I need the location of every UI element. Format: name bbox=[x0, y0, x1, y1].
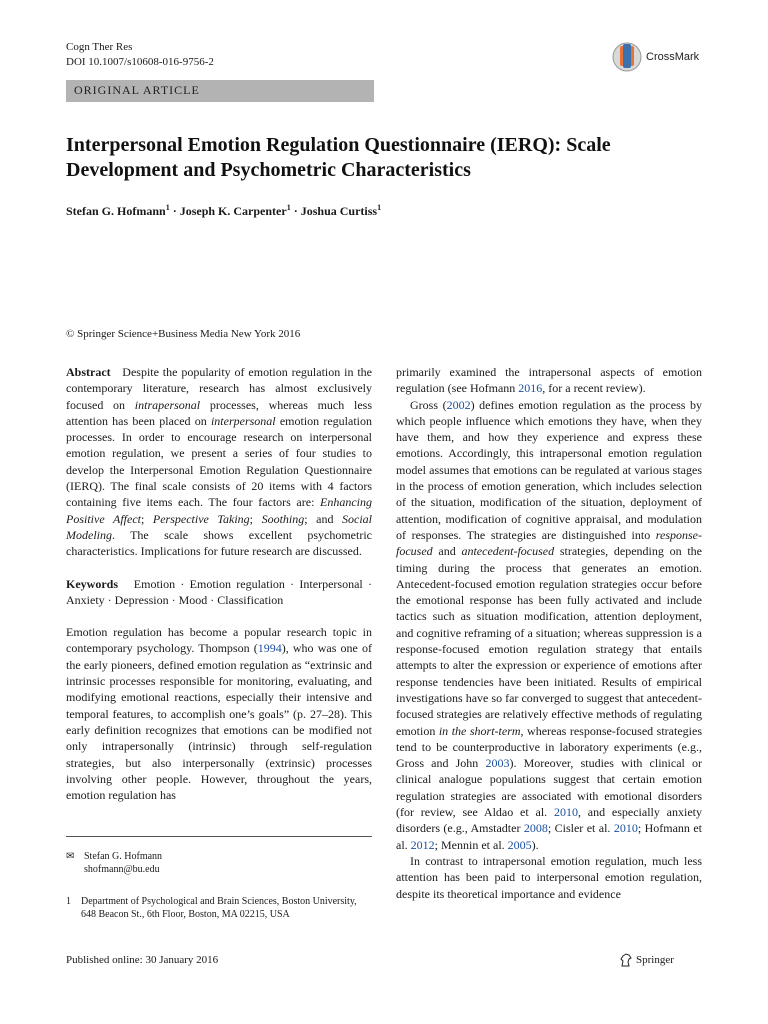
author-separator: · bbox=[290, 204, 301, 218]
copyright-notice: © Springer Science+Business Media New York 2016 bbox=[66, 328, 301, 340]
author-affil-mark: 1 bbox=[286, 203, 291, 212]
crossmark-icon bbox=[612, 40, 642, 74]
affiliation-text: Department of Psychological and Brain Sciences, Boston University, 648 Beacon St., 6th Floor, Boston, MA 02215, USA bbox=[81, 895, 357, 920]
author-name[interactable]: Joseph K. Carpenter bbox=[179, 204, 287, 218]
crossmark-label: CrossMark bbox=[646, 51, 700, 63]
contact-name: Stefan G. Hofmann bbox=[84, 851, 163, 862]
citation-link[interactable]: 2005 bbox=[507, 837, 532, 852]
author-affil-mark: 1 bbox=[377, 203, 382, 212]
envelope-icon: ✉ bbox=[66, 851, 75, 862]
author-list bbox=[66, 203, 381, 219]
citation-link[interactable]: 1994 bbox=[257, 641, 282, 656]
author-affil-mark: 1 bbox=[165, 203, 170, 212]
contact-email[interactable]: shofmann@bu.edu bbox=[84, 864, 160, 876]
abstract: Abstract Despite the popularity of emotion regulation in the contemporary literature, research has almost exclusively focused on intrapersonal processes, whereas much less attention has been placed on interpersonal emotion regulation processes. In order to encourage research on interpersonal emotion regulation, we present a series of four studies to develop the Interpersonal Emotion Regulation Questionnaire (IERQ). The final scale consists of 20 items with 4 factors containing five items each. The four factors are: Enhancing Positive Affect; Perspective Taking; Soothing; and Social Modeling. The scale shows excellent psychometric characteristics. Implications for future research are discussed. bbox=[66, 365, 373, 559]
citation-link[interactable]: 2010 bbox=[553, 805, 578, 820]
citation-link[interactable]: 2002 bbox=[446, 397, 471, 412]
author-separator: · bbox=[169, 204, 180, 218]
springer-logo bbox=[620, 953, 674, 967]
keywords-text: Emotion · Emotion regulation · Interpersonal · Anxiety · Depression · Mood · Classification bbox=[66, 576, 372, 607]
crossmark-badge[interactable] bbox=[612, 40, 699, 74]
body-paragraph: Gross (2002) defines emotion regulation as the process by which people influence which emotions they have, when they have them, and how they experience and express these emotions. Accordingly, this intrapersonal emotion regulation model assumes that emotions can be regulated at various stages in the process of emotion generation, which includes selection of the situation, modification of the situation, deployment of attention, modification of cognitive appraisal, and modulation of responses. The strategies are distinguished into response-focused and antecedent-focused strategies, depending on the timing during the process that generates an emotion. Antecedent-focused emotion regulation strategies occur before the emotional response has been fully activated and include tactics such as situation modification, attention deployment, and cognitive reframing of a situation; whereas suppression is a response-focused emotion regulation strategy that entails attempts to alter the expression or experience of emotions after response tendencies have been initiated. Results of empirical investigations have so far converged to suggest that antecedent-focused strategies are relatively effective methods of regulating emotion in the short-term, whereas response-focused strategies tend to be counterproductive in laboratory experiments (e.g., Gross and John 2003). Moreover, studies with clinical or clinical analogue populations suggest that certain emotion regulation strategies are associated with emotional disorders (for review, see Aldao et al. 2010, and especially anxiety disorders (e.g., Amstadter 2008; Cisler et al. 2010; Hofmann et al. 2012; Mennin et al. 2005). bbox=[396, 397, 703, 852]
left-column bbox=[66, 364, 372, 803]
springer-label: Springer bbox=[636, 954, 674, 966]
author-name[interactable]: Stefan G. Hofmann bbox=[66, 204, 166, 218]
citation-link[interactable]: 2016 bbox=[518, 381, 543, 396]
article-title: Interpersonal Emotion Regulation Questionnaire (IERQ): Scale Development and Psychometric Characteristics bbox=[66, 134, 611, 181]
article-type-label: ORIGINAL ARTICLE bbox=[74, 83, 200, 97]
citation-link[interactable]: 2008 bbox=[523, 821, 548, 836]
intro-paragraph: Emotion regulation has become a popular research topic in contemporary psychology. Thompson (1994), who was one of the early pioneers, defined emotion regulation as “extrinsic and intrinsic processes responsible for monitoring, evaluating, and modifying emotional reactions, especially their intensive and temporal features, to accomplish one’s goals” (p. 27–28). This early definition recognizes that emotions can be modified not only intrapersonally (intrinsic) through self-regulation strategies, but also interpersonally (extrinsic) processes involving other people. However, throughout the years, emotion regulation has bbox=[66, 625, 372, 803]
body-paragraph: In contrast to intrapersonal emotion regulation, much less attention has been paid to interpersonal emotion regulation, despite its theoretical importance and evidence bbox=[396, 853, 702, 901]
springer-horse-icon bbox=[620, 953, 632, 967]
affiliation-footnote bbox=[66, 895, 372, 922]
author-name[interactable]: Joshua Curtiss bbox=[300, 204, 378, 218]
footnote-divider bbox=[66, 836, 372, 837]
citation-link[interactable]: 2012 bbox=[410, 837, 435, 852]
article-type-banner bbox=[66, 80, 374, 102]
body-paragraph: primarily examined the intrapersonal aspects of emotion regulation (see Hofmann 2016, for a recent review). bbox=[396, 365, 702, 396]
doi[interactable]: DOI 10.1007/s10608-016-9756-2 bbox=[66, 56, 214, 68]
journal-name: Cogn Ther Res bbox=[66, 41, 133, 53]
right-column bbox=[396, 364, 702, 902]
footnotes bbox=[66, 850, 372, 921]
published-date: Published online: 30 January 2016 bbox=[66, 954, 219, 966]
affiliation-mark: 1 bbox=[66, 895, 71, 907]
keywords bbox=[66, 576, 372, 609]
corresponding-author-footnote bbox=[66, 850, 372, 877]
citation-link[interactable]: 2003 bbox=[485, 756, 510, 771]
abstract-heading: Abstract bbox=[66, 365, 111, 379]
keywords-heading: Keywords bbox=[66, 576, 118, 591]
citation-link[interactable]: 2010 bbox=[613, 821, 638, 836]
